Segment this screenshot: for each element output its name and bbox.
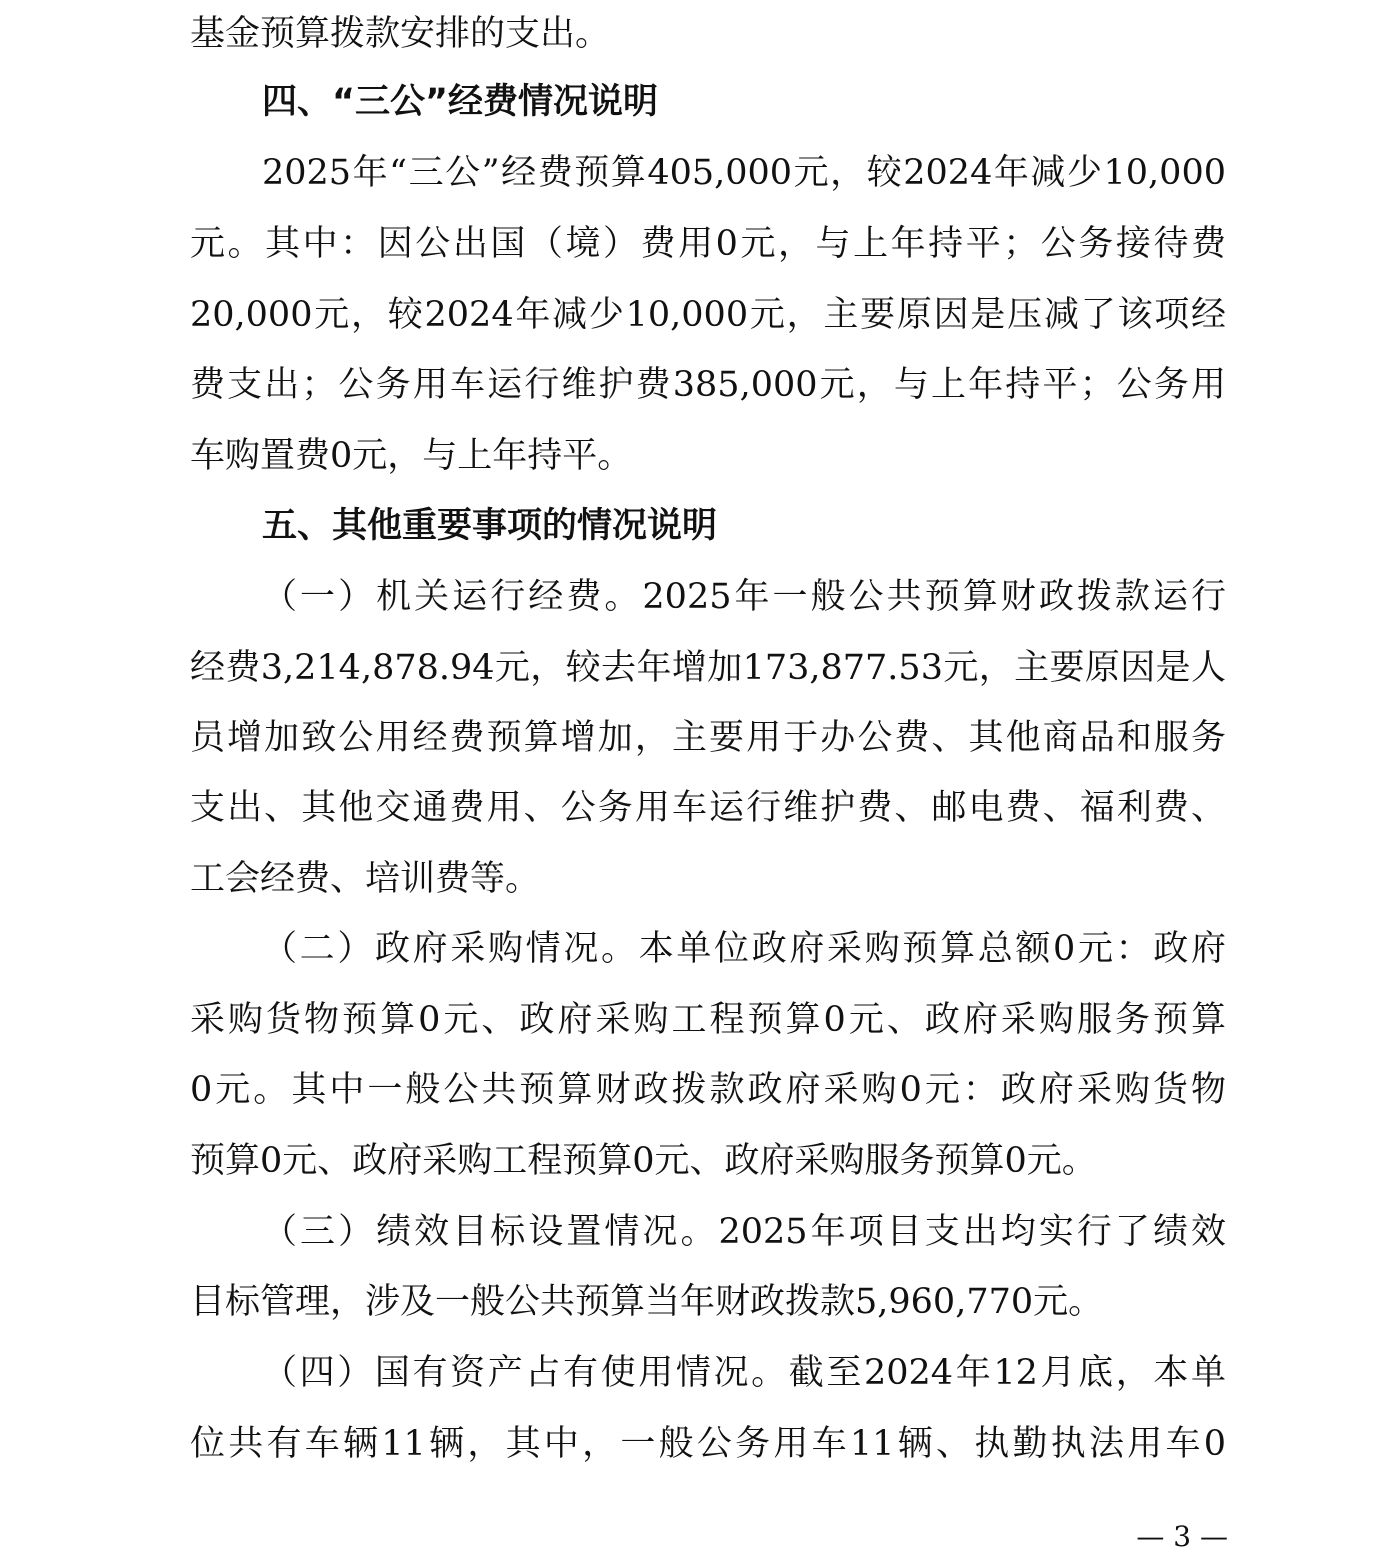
text-line: （三）绩效目标设置情况。2025年项目支出均实行了绩效 xyxy=(262,1212,1226,1252)
section-heading: 四、“三公”经费情况说明 xyxy=(262,82,659,122)
text-line: 2025年“三公”经费预算405,000元，较2024年减少10,000 xyxy=(262,153,1226,193)
section-heading: 五、其他重要事项的情况说明 xyxy=(262,506,718,546)
text-line: 支出、其他交通费用、公务用车运行维护费、邮电费、福利费、 xyxy=(190,788,1226,828)
text-line: （二）政府采购情况。本单位政府采购预算总额0元：政府 xyxy=(262,929,1226,969)
text-line: 采购货物预算0元、政府采购工程预算0元、政府采购服务预算 xyxy=(190,1000,1226,1040)
text-line: 车购置费0元，与上年持平。 xyxy=(190,436,633,476)
text-line: 预算0元、政府采购工程预算0元、政府采购服务预算0元。 xyxy=(190,1141,1097,1181)
text-line: （一）机关运行经费。2025年一般公共预算财政拨款运行 xyxy=(262,577,1226,617)
text-line: 员增加致公用经费预算增加，主要用于办公费、其他商品和服务 xyxy=(190,718,1226,758)
text-line: 0元。其中一般公共预算财政拨款政府采购0元：政府采购货物 xyxy=(190,1070,1226,1110)
text-line: 元。其中：因公出国（境）费用0元，与上年持平；公务接待费 xyxy=(190,224,1226,264)
page-number: — 3 — xyxy=(1136,1520,1228,1553)
text-line: 费支出；公务用车运行维护费385,000元，与上年持平；公务用 xyxy=(190,365,1226,405)
text-line: （四）国有资产占有使用情况。截至2024年12月底，本单 xyxy=(262,1353,1226,1393)
text-line: 工会经费、培训费等。 xyxy=(190,859,541,899)
text-line: 基金预算拨款安排的支出。 xyxy=(190,14,611,54)
text-line: 目标管理，涉及一般公共预算当年财政拨款5,960,770元。 xyxy=(190,1282,1104,1322)
text-line: 20,000元，较2024年减少10,000元，主要原因是压减了该项经 xyxy=(190,295,1226,335)
text-line: 位共有车辆11辆，其中，一般公务用车11辆、执勤执法用车0 xyxy=(190,1424,1226,1464)
text-line: 经费3,214,878.94元，较去年增加173,877.53元，主要原因是人 xyxy=(190,648,1226,688)
